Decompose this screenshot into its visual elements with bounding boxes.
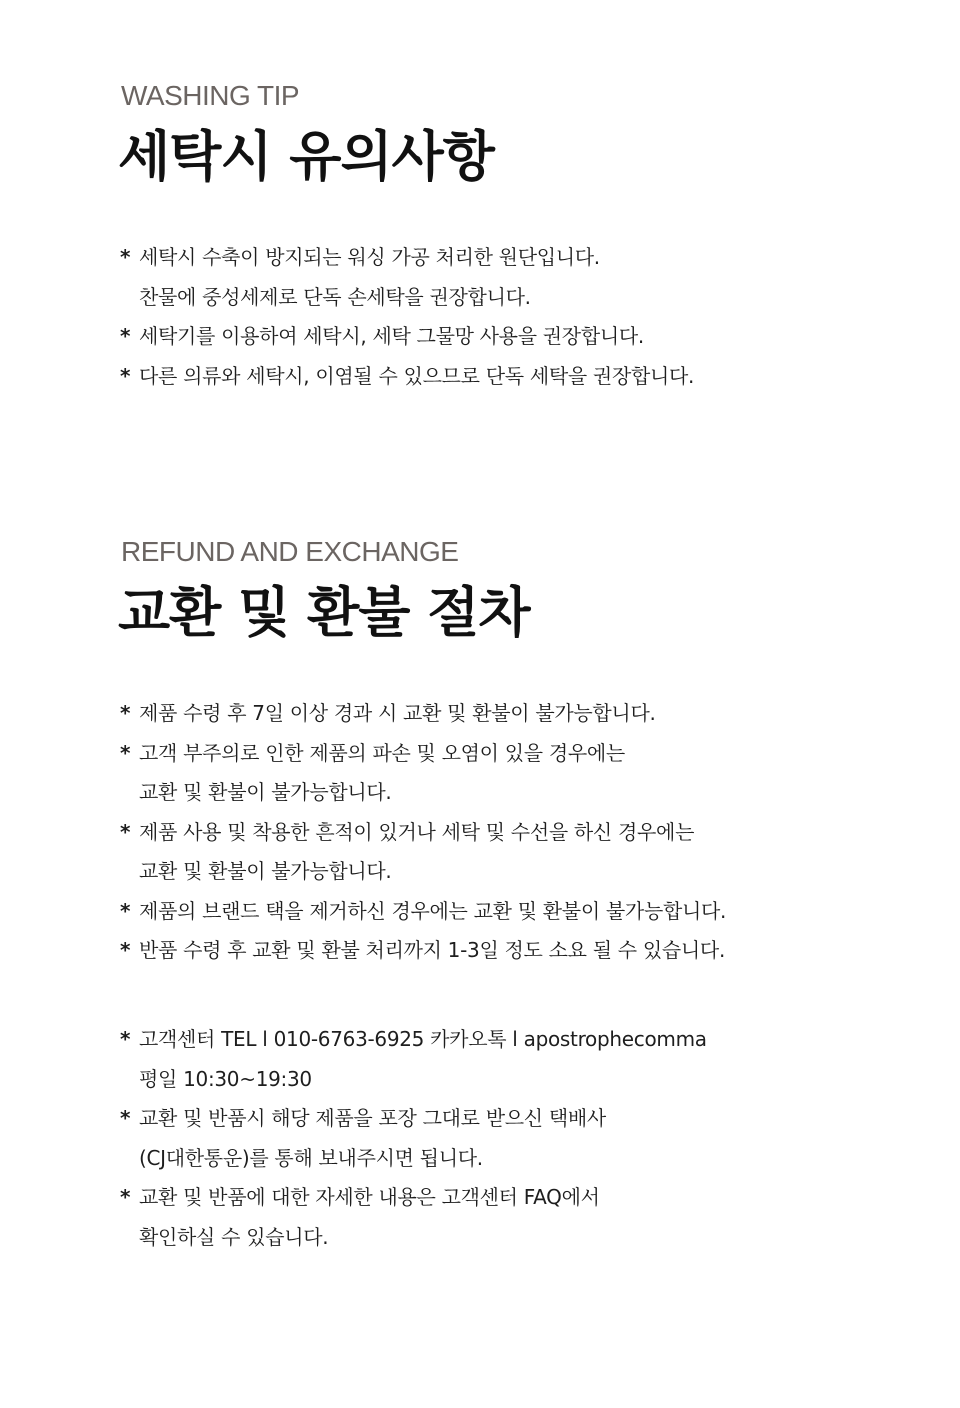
bullet-star: * [120,1185,131,1209]
bullet-star: * [120,740,131,765]
list-item: * 교환 및 반품에 대한 자세한 내용은 고객센터 FAQ에서 [120,1178,707,1218]
washing-list [120,238,694,396]
list-item: * 다른 의류와 세탁시, 이염될 수 있으므로 단독 세탁을 권장합니다. [120,357,694,397]
bullet-star: * [120,1027,131,1051]
refund-title: 교환 및 환불 절차 [118,581,530,644]
list-item-continuation: 교환 및 환불이 불가능합니다. [139,780,392,804]
bullet-star: * [120,363,131,388]
bullet-star: * [120,1106,131,1130]
list-item-continuation [120,1060,707,1100]
list-item: * 제품 사용 및 착용한 흔적이 있거나 세탁 및 수선을 하신 경우에는 [120,813,726,853]
list-item-continuation: 교환 및 환불이 불가능합니다. [139,859,392,883]
list-item-continuation: 찬물에 중성세제로 단독 손세탁을 권장합니다. [139,284,531,309]
bullet-star: * [120,898,131,923]
bullet-star: * [120,324,131,348]
list-item: * 세탁기를 이용하여 세탁시, 세탁 그물망 사용을 권장합니다. [120,317,694,357]
list-item: * 반품 수령 후 교환 및 환불 처리까지 1-3일 정도 소요 될 수 있습니다. [120,931,726,971]
bullet-star: * [120,938,131,962]
bullet-star: * [120,245,131,269]
list-item: * 제품 수령 후 7일 이상 경과 시 교환 및 환불이 불가능합니다. [120,694,726,734]
business-hours: 평일 10:30~19:30 [139,1066,312,1091]
refund-list [120,694,726,971]
washing-eyebrow: WASHING TIP [121,80,300,111]
bullet-star: * [120,701,131,725]
list-item-continuation: (CJ대한통운)를 통해 보내주시면 됩니다. [139,1145,483,1170]
list-item: * 고객 부주의로 인한 제품의 파손 및 오염이 있을 경우에는 [120,734,726,774]
bullet-star: * [120,819,131,844]
list-item-continuation: 확인하실 수 있습니다. [139,1224,329,1249]
list-item: * 교환 및 반품시 해당 제품을 포장 그대로 받으신 택배사 [120,1099,707,1139]
list-item: * 세탁시 수축이 방지되는 워싱 가공 처리한 원단입니다. [120,238,694,278]
washing-title: 세탁시 유의사항 [118,125,494,188]
list-item [120,1020,707,1060]
contact-info: 고객센터 TEL l 010-6763-6925 카카오톡 l apostrophecomma [139,1027,707,1051]
contact-list [120,1020,707,1257]
list-item: * 제품의 브랜드 택을 제거하신 경우에는 교환 및 환불이 불가능합니다. [120,892,726,932]
refund-eyebrow: REFUND AND EXCHANGE [121,536,459,567]
